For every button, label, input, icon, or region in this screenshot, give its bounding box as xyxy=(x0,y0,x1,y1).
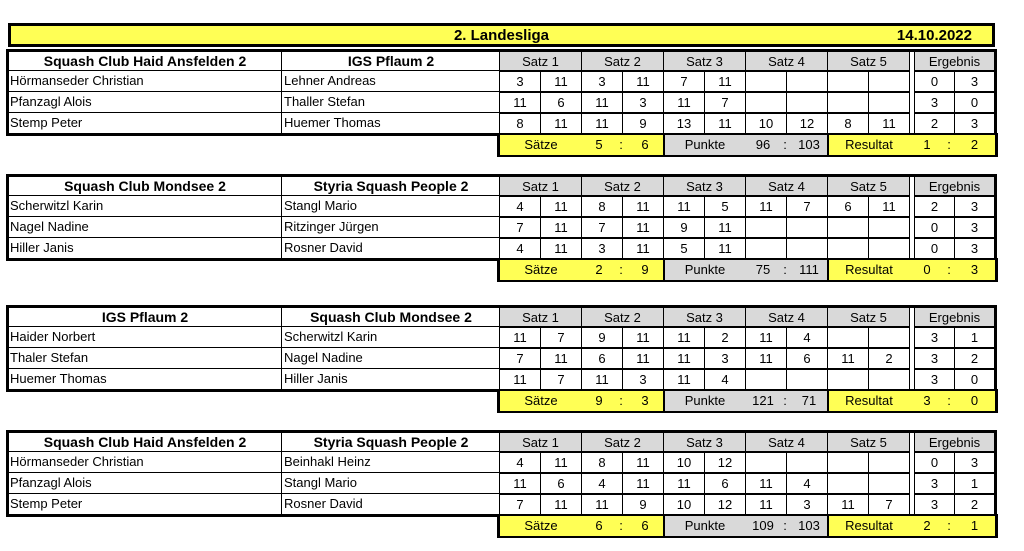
resultat-away: 0 xyxy=(954,391,995,411)
home-team: Squash Club Haid Ansfelden 2 xyxy=(8,432,282,452)
result-header: Ergebnis xyxy=(914,307,995,327)
set-score: 12 xyxy=(704,494,746,515)
resultat-colon: : xyxy=(944,391,954,411)
set-header: Satz 4 xyxy=(745,307,828,327)
set-score: 11 xyxy=(540,238,582,259)
set-score: 11 xyxy=(499,327,541,348)
punkte-away: 71 xyxy=(790,391,828,411)
summary-divider xyxy=(663,516,665,536)
match-result-score: 0 xyxy=(914,71,955,92)
home-team: Squash Club Mondsee 2 xyxy=(8,176,282,196)
set-score xyxy=(786,92,828,113)
set-score: 11 xyxy=(704,238,746,259)
punkte-home: 121 xyxy=(746,391,780,411)
away-player: Huemer Thomas xyxy=(284,115,381,130)
resultat-home: 0 xyxy=(910,260,944,280)
set-score xyxy=(745,71,787,92)
set-score: 12 xyxy=(786,113,828,134)
set-score: 11 xyxy=(540,71,582,92)
set-header: Satz 4 xyxy=(745,432,828,452)
set-header: Satz 3 xyxy=(663,51,746,71)
set-score: 11 xyxy=(622,327,664,348)
set-score xyxy=(745,92,787,113)
set-score: 11 xyxy=(499,92,541,113)
set-score: 4 xyxy=(499,452,541,473)
set-score: 11 xyxy=(499,473,541,494)
punkte-home: 96 xyxy=(746,135,780,155)
away-player: Hiller Janis xyxy=(284,371,348,386)
match-result-score: 0 xyxy=(954,369,995,390)
punkte-label: Punkte xyxy=(664,516,746,536)
saetze-colon: : xyxy=(616,391,626,411)
saetze-home: 2 xyxy=(582,260,616,280)
home-player: Huemer Thomas xyxy=(10,371,107,386)
match-result-score: 3 xyxy=(954,238,995,259)
set-score: 11 xyxy=(745,494,787,515)
set-score: 11 xyxy=(581,494,623,515)
match-block xyxy=(8,307,995,408)
away-team: Styria Squash People 2 xyxy=(282,432,500,452)
match-result-score: 2 xyxy=(954,348,995,369)
punkte-label: Punkte xyxy=(664,135,746,155)
set-score: 7 xyxy=(499,348,541,369)
set-score xyxy=(868,327,910,348)
set-score: 11 xyxy=(540,348,582,369)
home-player: Hörmanseder Christian xyxy=(10,73,144,88)
set-score xyxy=(868,369,910,390)
away-team: Styria Squash People 2 xyxy=(282,176,500,196)
set-score: 11 xyxy=(622,473,664,494)
saetze-colon: : xyxy=(616,135,626,155)
set-score xyxy=(786,369,828,390)
set-score xyxy=(827,92,869,113)
away-team: IGS Pflaum 2 xyxy=(282,51,500,71)
row-divider xyxy=(8,389,500,390)
away-player: Stangl Mario xyxy=(284,475,357,490)
away-player: Rosner David xyxy=(284,240,363,255)
set-score: 7 xyxy=(704,92,746,113)
match-result-score: 0 xyxy=(914,217,955,238)
set-score: 12 xyxy=(704,452,746,473)
away-player: Nagel Nadine xyxy=(284,350,363,365)
set-score: 7 xyxy=(868,494,910,515)
set-score: 3 xyxy=(622,92,664,113)
row-divider xyxy=(8,237,500,238)
set-score: 11 xyxy=(622,71,664,92)
set-score: 4 xyxy=(704,369,746,390)
set-score: 4 xyxy=(499,238,541,259)
saetze-label: Sätze xyxy=(500,391,582,411)
set-score: 7 xyxy=(663,71,705,92)
match-result-score: 2 xyxy=(954,494,995,515)
set-header: Satz 2 xyxy=(581,432,664,452)
match-result-score: 1 xyxy=(954,327,995,348)
league-header xyxy=(8,23,995,47)
set-score xyxy=(868,238,910,259)
set-score: 11 xyxy=(663,473,705,494)
home-player: Stemp Peter xyxy=(10,115,83,130)
set-header: Satz 2 xyxy=(581,307,664,327)
set-score: 11 xyxy=(581,92,623,113)
set-score: 10 xyxy=(745,113,787,134)
set-score: 13 xyxy=(663,113,705,134)
set-score: 8 xyxy=(827,113,869,134)
home-player: Nagel Nadine xyxy=(10,219,89,234)
set-header: Satz 1 xyxy=(499,432,582,452)
set-score xyxy=(827,238,869,259)
set-score: 2 xyxy=(704,327,746,348)
punkte-colon: : xyxy=(780,135,790,155)
set-score xyxy=(868,92,910,113)
set-score: 3 xyxy=(581,238,623,259)
row-divider xyxy=(8,70,500,71)
set-score xyxy=(786,217,828,238)
saetze-label: Sätze xyxy=(500,135,582,155)
match-block xyxy=(8,432,995,533)
summary-divider xyxy=(663,260,665,280)
set-header: Satz 2 xyxy=(581,51,664,71)
set-header: Satz 2 xyxy=(581,176,664,196)
set-score xyxy=(786,452,828,473)
home-player: Scherwitzl Karin xyxy=(10,198,104,213)
set-score: 9 xyxy=(622,113,664,134)
summary-divider xyxy=(827,391,829,411)
set-score: 11 xyxy=(622,348,664,369)
set-score: 3 xyxy=(622,369,664,390)
home-player: Stemp Peter xyxy=(10,496,83,511)
set-score: 11 xyxy=(745,196,787,217)
set-score: 4 xyxy=(581,473,623,494)
set-score: 11 xyxy=(663,369,705,390)
column-divider xyxy=(281,51,282,134)
resultat-label: Resultat xyxy=(828,516,910,536)
row-divider xyxy=(8,368,500,369)
set-score: 10 xyxy=(663,452,705,473)
set-score: 11 xyxy=(581,113,623,134)
match-result-score: 0 xyxy=(954,92,995,113)
punkte-away: 103 xyxy=(790,516,828,536)
set-header: Satz 4 xyxy=(745,176,828,196)
saetze-home: 6 xyxy=(582,516,616,536)
set-header: Satz 5 xyxy=(827,432,910,452)
result-header: Ergebnis xyxy=(914,51,995,71)
set-score xyxy=(745,369,787,390)
match-result-score: 2 xyxy=(914,196,955,217)
resultat-home: 3 xyxy=(910,391,944,411)
set-score: 2 xyxy=(868,348,910,369)
saetze-home: 9 xyxy=(582,391,616,411)
set-header: Satz 5 xyxy=(827,176,910,196)
set-score: 7 xyxy=(540,369,582,390)
set-score: 11 xyxy=(868,113,910,134)
set-score xyxy=(745,238,787,259)
set-score: 6 xyxy=(581,348,623,369)
row-divider xyxy=(8,133,500,134)
set-score: 3 xyxy=(499,71,541,92)
set-score: 7 xyxy=(499,494,541,515)
result-header: Ergebnis xyxy=(914,432,995,452)
set-score: 11 xyxy=(622,452,664,473)
resultat-colon: : xyxy=(944,516,954,536)
home-player: Pfanzagl Alois xyxy=(10,94,92,109)
row-divider xyxy=(8,493,500,494)
set-score: 9 xyxy=(663,217,705,238)
set-score: 11 xyxy=(827,494,869,515)
resultat-label: Resultat xyxy=(828,391,910,411)
match-result-score: 3 xyxy=(954,196,995,217)
row-divider xyxy=(8,326,500,327)
match-result-score: 2 xyxy=(914,113,955,134)
set-score: 11 xyxy=(540,196,582,217)
set-score: 11 xyxy=(540,494,582,515)
summary-divider xyxy=(827,135,829,155)
set-score xyxy=(868,473,910,494)
away-player: Lehner Andreas xyxy=(284,73,376,88)
set-score xyxy=(745,217,787,238)
saetze-away: 6 xyxy=(626,516,664,536)
set-score: 11 xyxy=(663,348,705,369)
set-score xyxy=(827,473,869,494)
home-team: IGS Pflaum 2 xyxy=(8,307,282,327)
match-result-score: 3 xyxy=(914,369,955,390)
home-player: Hiller Janis xyxy=(10,240,74,255)
set-score: 3 xyxy=(786,494,828,515)
set-score: 7 xyxy=(540,327,582,348)
set-score xyxy=(868,452,910,473)
set-score: 11 xyxy=(704,71,746,92)
column-divider xyxy=(281,176,282,259)
set-score: 6 xyxy=(786,348,828,369)
resultat-away: 3 xyxy=(954,260,995,280)
row-divider xyxy=(8,91,500,92)
set-score: 11 xyxy=(499,369,541,390)
result-header: Ergebnis xyxy=(914,176,995,196)
row-divider xyxy=(8,195,500,196)
set-score: 10 xyxy=(663,494,705,515)
set-score: 11 xyxy=(581,369,623,390)
match-result-score: 3 xyxy=(954,217,995,238)
match-result-score: 3 xyxy=(914,92,955,113)
resultat-away: 2 xyxy=(954,135,995,155)
set-score: 3 xyxy=(704,348,746,369)
set-score: 11 xyxy=(622,238,664,259)
column-divider xyxy=(281,307,282,390)
set-score: 9 xyxy=(581,327,623,348)
match-result-score: 3 xyxy=(914,327,955,348)
away-player: Thaller Stefan xyxy=(284,94,365,109)
set-score: 8 xyxy=(581,196,623,217)
resultat-label: Resultat xyxy=(828,260,910,280)
resultat-label: Resultat xyxy=(828,135,910,155)
set-score xyxy=(786,71,828,92)
home-player: Pfanzagl Alois xyxy=(10,475,92,490)
set-header: Satz 5 xyxy=(827,307,910,327)
summary-divider xyxy=(827,260,829,280)
set-score: 5 xyxy=(704,196,746,217)
saetze-colon: : xyxy=(616,516,626,536)
set-header: Satz 5 xyxy=(827,51,910,71)
saetze-label: Sätze xyxy=(500,516,582,536)
away-team: Squash Club Mondsee 2 xyxy=(282,307,500,327)
set-score: 11 xyxy=(540,113,582,134)
row-divider xyxy=(8,216,500,217)
summary-divider xyxy=(663,391,665,411)
match-result-score: 3 xyxy=(914,494,955,515)
punkte-home: 109 xyxy=(746,516,780,536)
saetze-home: 5 xyxy=(582,135,616,155)
set-score: 7 xyxy=(786,196,828,217)
home-player: Thaler Stefan xyxy=(10,350,89,365)
home-player: Hörmanseder Christian xyxy=(10,454,144,469)
set-score: 6 xyxy=(827,196,869,217)
column-divider xyxy=(281,432,282,515)
set-score: 9 xyxy=(622,494,664,515)
set-score: 11 xyxy=(622,217,664,238)
set-score: 11 xyxy=(868,196,910,217)
away-player: Scherwitzl Karin xyxy=(284,329,378,344)
saetze-colon: : xyxy=(616,260,626,280)
set-header: Satz 3 xyxy=(663,432,746,452)
set-header: Satz 4 xyxy=(745,51,828,71)
set-score xyxy=(827,369,869,390)
set-score: 3 xyxy=(581,71,623,92)
row-divider xyxy=(8,258,500,259)
resultat-home: 1 xyxy=(910,135,944,155)
set-score xyxy=(786,238,828,259)
resultat-away: 1 xyxy=(954,516,995,536)
punkte-away: 111 xyxy=(790,260,828,280)
row-divider xyxy=(8,347,500,348)
set-score: 6 xyxy=(704,473,746,494)
row-divider xyxy=(8,472,500,473)
saetze-away: 6 xyxy=(626,135,664,155)
home-player: Haider Norbert xyxy=(10,329,96,344)
match-result-score: 3 xyxy=(914,473,955,494)
set-score: 11 xyxy=(622,196,664,217)
set-header: Satz 1 xyxy=(499,307,582,327)
punkte-colon: : xyxy=(780,391,790,411)
set-score: 11 xyxy=(745,327,787,348)
punkte-colon: : xyxy=(780,516,790,536)
set-score: 11 xyxy=(704,217,746,238)
summary-divider xyxy=(827,516,829,536)
set-score: 6 xyxy=(540,92,582,113)
match-result-score: 3 xyxy=(954,71,995,92)
away-player: Stangl Mario xyxy=(284,198,357,213)
set-score xyxy=(868,217,910,238)
away-player: Ritzinger Jürgen xyxy=(284,219,379,234)
set-score: 11 xyxy=(540,217,582,238)
set-score: 6 xyxy=(540,473,582,494)
set-score xyxy=(827,452,869,473)
set-header: Satz 1 xyxy=(499,51,582,71)
row-divider xyxy=(8,514,500,515)
match-result-score: 3 xyxy=(954,452,995,473)
match-result-score: 1 xyxy=(954,473,995,494)
away-player: Rosner David xyxy=(284,496,363,511)
saetze-away: 3 xyxy=(626,391,664,411)
resultat-colon: : xyxy=(944,260,954,280)
set-score: 11 xyxy=(540,452,582,473)
set-score: 5 xyxy=(663,238,705,259)
row-divider xyxy=(8,451,500,452)
set-score: 11 xyxy=(663,196,705,217)
set-score: 4 xyxy=(499,196,541,217)
set-header: Satz 3 xyxy=(663,176,746,196)
set-score: 11 xyxy=(745,348,787,369)
set-score xyxy=(827,327,869,348)
resultat-home: 2 xyxy=(910,516,944,536)
set-header: Satz 3 xyxy=(663,307,746,327)
saetze-label: Sätze xyxy=(500,260,582,280)
match-result-score: 3 xyxy=(954,113,995,134)
punkte-label: Punkte xyxy=(664,260,746,280)
match-date: 14.10.2022 xyxy=(896,27,972,44)
punkte-away: 103 xyxy=(790,135,828,155)
match-result-score: 0 xyxy=(914,452,955,473)
set-score xyxy=(745,452,787,473)
set-score: 11 xyxy=(704,113,746,134)
match-block xyxy=(8,176,995,277)
league-title: 2. Landesliga xyxy=(453,27,550,44)
set-score xyxy=(827,217,869,238)
row-divider xyxy=(8,112,500,113)
punkte-label: Punkte xyxy=(664,391,746,411)
punkte-home: 75 xyxy=(746,260,780,280)
set-score: 8 xyxy=(499,113,541,134)
set-score xyxy=(827,71,869,92)
set-score: 4 xyxy=(786,327,828,348)
set-score: 11 xyxy=(663,327,705,348)
set-score: 7 xyxy=(581,217,623,238)
set-score: 8 xyxy=(581,452,623,473)
set-score xyxy=(868,71,910,92)
set-score: 4 xyxy=(786,473,828,494)
home-team: Squash Club Haid Ansfelden 2 xyxy=(8,51,282,71)
match-result-score: 0 xyxy=(914,238,955,259)
summary-divider xyxy=(663,135,665,155)
set-score: 7 xyxy=(499,217,541,238)
punkte-colon: : xyxy=(780,260,790,280)
away-player: Beinhakl Heinz xyxy=(284,454,371,469)
match-block xyxy=(8,51,995,152)
resultat-colon: : xyxy=(944,135,954,155)
set-score: 11 xyxy=(745,473,787,494)
set-header: Satz 1 xyxy=(499,176,582,196)
set-score: 11 xyxy=(827,348,869,369)
set-score: 11 xyxy=(663,92,705,113)
saetze-away: 9 xyxy=(626,260,664,280)
match-result-score: 3 xyxy=(914,348,955,369)
